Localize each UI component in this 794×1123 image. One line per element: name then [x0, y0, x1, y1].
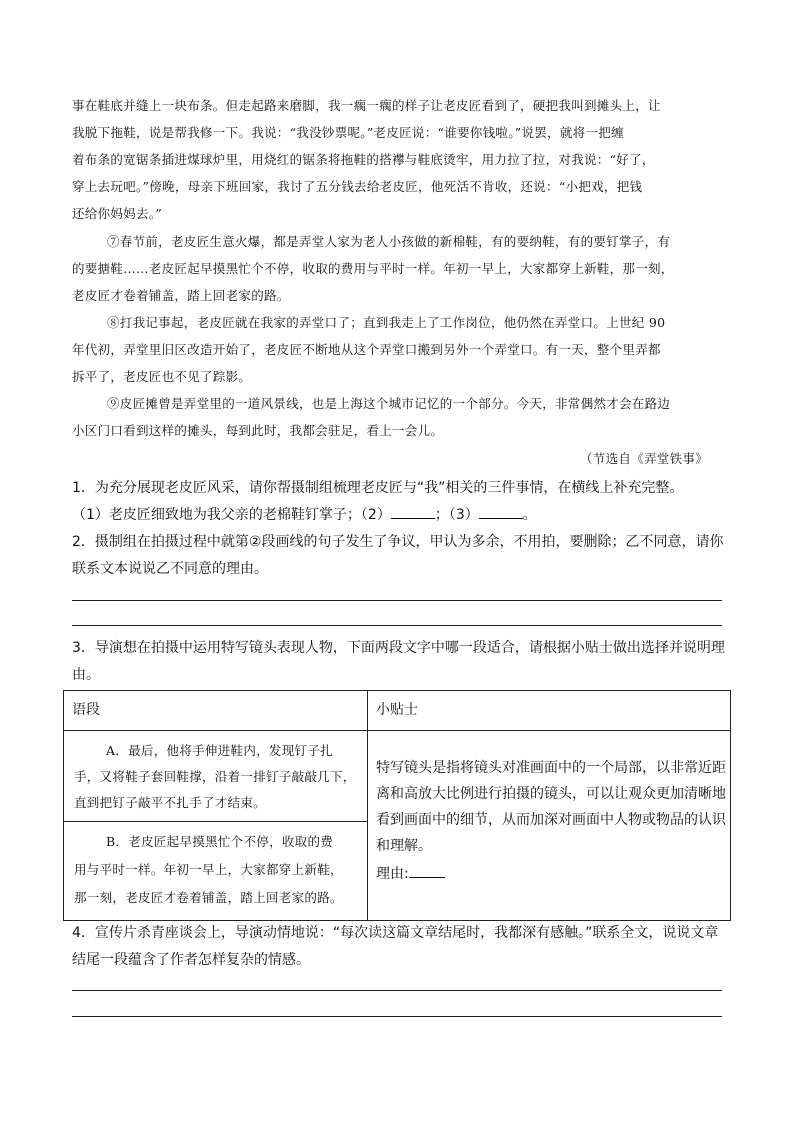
question-4-line-1: 4．宣传片杀青座谈会上，导演动情地说：“每次读这篇文章结尾时，我都深有感触。”联系全文，说说文章	[72, 925, 719, 941]
header-cell-passage	[64, 691, 368, 731]
answer-line[interactable]	[72, 625, 722, 626]
passage-b-line: B．老皮匠起早摸黑忙个不停，收取的费	[106, 834, 334, 849]
passage-a-line: 直到把钉子敲平不扎手了才结束。	[74, 795, 267, 810]
question-3-line-1: 3．导演想在拍摄中运用特写镜头表现人物，下面两段文字中哪一段适合，请根据小贴士做出选择并说明理	[72, 640, 725, 656]
passage-line: 着布条的宽锯条插进煤球炉里，用烧红的锯条将拖鞋的搭襻与鞋底烫牢，用力拉了拉，对我说：“好了，	[72, 152, 655, 167]
reason-blank[interactable]	[409, 865, 445, 878]
passage-line: 小区门口看到这样的摊头，每到此时，我都会驻足，看上一会儿。	[72, 423, 444, 438]
reason-row	[376, 863, 445, 883]
reason-label: 理由:	[376, 866, 409, 882]
passage-line: 老皮匠才卷着铺盖，踏上回老家的路。	[72, 288, 290, 303]
answer-blank-2[interactable]	[391, 506, 435, 519]
question-1-item-1: （1）老皮匠细致地为我父亲的老棉鞋钉掌子；（2）	[72, 507, 391, 523]
header-cell-tips	[368, 691, 731, 731]
question-2-line-2: 联系文本说说乙不同意的理由。	[72, 561, 268, 577]
paragraph-8: ⑧打我记事起，老皮匠就在我家的弄堂口了；直到我走上了工作岗位，他仍然在弄堂口。上世纪 90	[107, 315, 666, 330]
tip-cell	[368, 731, 731, 921]
tip-line: 看到画面中的细节，从而加深对画面中人物或物品的认识	[376, 812, 726, 828]
answer-line[interactable]	[72, 600, 722, 601]
question-1-items	[72, 504, 537, 524]
paragraph-9: ⑨皮匠摊曾是弄堂里的一道风景线，也是上海这个城市记忆的一个部分。今天，非常偶然才会在路边	[107, 396, 671, 411]
question-1-end: 。	[522, 507, 537, 523]
answer-line[interactable]	[72, 1016, 722, 1017]
header-tips: 小贴士	[376, 702, 418, 718]
tips-table	[63, 690, 731, 921]
paragraph-7: ⑦春节前，老皮匠生意火爆，都是弄堂人家为老人小孩做的新棉鞋，有的要纳鞋，有的要钉掌子，有	[107, 234, 671, 249]
source-note: （节选自《弄堂铁事》	[580, 451, 709, 466]
question-2-line-1: 2．摄制组在拍摄过程中就第②段画线的句子发生了争议，甲认为多余，不用拍，要删除；乙不同意，请你	[72, 534, 724, 550]
tip-line: 离和高放大比例进行拍摄的镜头，可以让观众更加清晰地	[376, 786, 726, 802]
passage-line: 还给你妈妈去。”	[72, 206, 163, 221]
passage-a-line: A．最后，他将手伸进鞋内，发现钉子扎	[106, 743, 333, 758]
passage-a-cell[interactable]	[64, 731, 368, 822]
answer-blank-3[interactable]	[479, 506, 523, 519]
question-1-separator: ；（3）	[434, 507, 479, 523]
passage-line: 我脱下拖鞋，说是帮我修一下。我说：“我没钞票呢。”老皮匠说：“谁要你钱啦。”说罢，就将一把缠	[72, 125, 624, 140]
passage-line: 穿上去玩吧。”傍晚，母亲下班回家，我讨了五分钱去给老皮匠，他死活不肯收，还说：“小把戏，把钱	[72, 179, 643, 194]
passage-line: 的要搪鞋……老皮匠起早摸黑忙个不停，收取的费用与平时一样。年初一早上，大家都穿上新鞋，那一刻，	[72, 261, 674, 276]
passage-line: 拆平了，老皮匠也不见了踪影。	[72, 369, 252, 384]
passage-a-line: 手，又将鞋子套回鞋撑，沿着一排钉子敲敲几下，	[74, 769, 356, 784]
answer-line[interactable]	[72, 990, 722, 991]
tip-line: 特写镜头是指将镜头对准画面中的一个局部，以非常近距	[376, 760, 726, 776]
header-passage: 语段	[72, 702, 100, 718]
passage-b-line: 用与平时一样。年初一早上，大家都穿上新鞋，	[74, 862, 343, 877]
passage-b-line: 那一刻，老皮匠才卷着铺盖，踏上回老家的路。	[74, 890, 343, 905]
question-1: 1．为充分展现老皮匠风采，请你帮摄制组梳理老皮匠与“我”相关的三件事情，在横线上补充完整。	[72, 480, 684, 496]
tip-line: 和理解。	[376, 838, 432, 854]
passage-b-cell[interactable]	[64, 822, 368, 921]
question-3-line-2: 由。	[72, 667, 100, 683]
passage-line: 事在鞋底并缝上一块布条。但走起路来磨脚，我一瘸一瘸的样子让老皮匠看到了，硬把我叫到摊头上，让	[72, 98, 661, 113]
question-4-line-2: 结尾一段蕴含了作者怎样复杂的情感。	[72, 952, 310, 968]
passage-line: 年代初，弄堂里旧区改造开始了，老皮匠不断地从这个弄堂口搬到另外一个弄堂口。有一天，整个里弄都	[72, 342, 661, 357]
